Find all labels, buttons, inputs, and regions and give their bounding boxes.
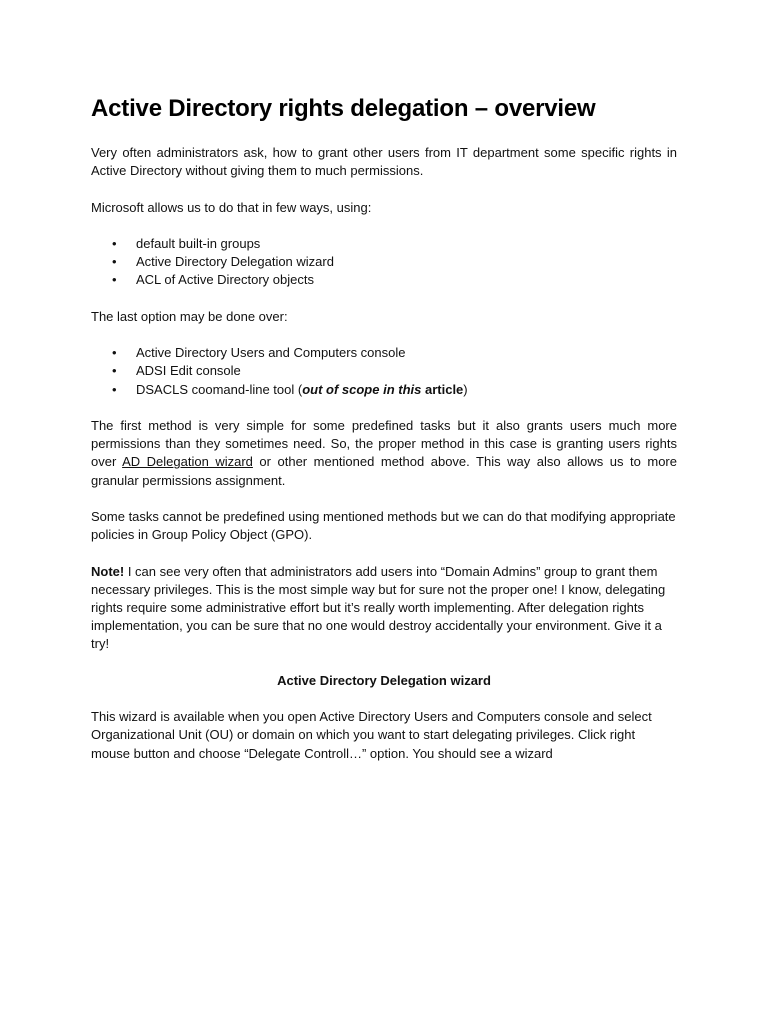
list-item <box>91 253 677 271</box>
bullet-icon: • <box>112 381 117 397</box>
bullet-icon: • <box>112 235 117 251</box>
scope-emphasis: out of scope in this <box>302 381 422 397</box>
intro-paragraph: Very often administrators ask, how to grant other users from IT department some specific rights in Active Directory without giving them to much permissions. <box>91 145 677 179</box>
list-item-text: ACL of Active Directory objects <box>136 272 314 288</box>
bullet-icon: • <box>112 254 117 270</box>
method-text-before: The first method is very simple for some predefined tasks but it also grants users much more permissions than they sometimes need. So, the proper method in this case is granting users rights over <box>91 417 677 470</box>
wizard-paragraph: This wizard is available when you open Active Directory Users and Computers console and select Organizational Unit (OU) or domain on which you want to start delegating privileges. Click right mouse button and choose “Delegate Controll…” option. You should see a wizard <box>91 709 652 761</box>
list-item <box>91 381 677 399</box>
list-item-text: ADSI Edit console <box>136 363 241 379</box>
list-item <box>91 344 677 362</box>
ways-list <box>91 235 677 290</box>
list-item <box>91 271 677 289</box>
article-bold: article <box>421 381 464 397</box>
list-item <box>91 235 677 253</box>
bullet-icon: • <box>112 272 117 288</box>
section-heading: Active Directory Delegation wizard <box>277 672 491 688</box>
note-text: I can see very often that administrators add users into “Domain Admins” group to grant them necessary privileges. This is the most simple way but for sure not the proper one! I know, delegating rights require some administrative effort but it’s really worth implementing. After delegation rights implementation, you can be sure that no one would destroy accidentally your environment. Give it a try! <box>91 563 666 652</box>
method-text-after: or other mentioned method above. This way also allows us to more granular permissions assignment. <box>91 454 677 488</box>
note-label: Note! <box>91 563 125 579</box>
bullet-icon: • <box>112 345 117 361</box>
note-paragraph <box>91 563 677 654</box>
list-item-text: Active Directory Users and Computers console <box>136 345 406 361</box>
bullet-icon: • <box>112 363 117 379</box>
gpo-paragraph: Some tasks cannot be predefined using mentioned methods but we can do that modifying appropriate policies in Group Policy Object (GPO). <box>91 508 676 543</box>
list-item-text-prefix: DSACLS coomand-line tool ( <box>136 381 303 397</box>
ad-delegation-wizard-link[interactable]: AD Delegation wizard <box>122 454 253 470</box>
last-options-list <box>91 344 677 399</box>
ways-intro-paragraph: Microsoft allows us to do that in few ways, using: <box>91 199 372 215</box>
document-title: Active Directory rights delegation – overview <box>91 95 596 122</box>
method-paragraph <box>91 417 677 490</box>
list-item-text: default built-in groups <box>136 235 261 251</box>
list-item-text: Active Directory Delegation wizard <box>136 254 334 270</box>
last-option-paragraph: The last option may be done over: <box>91 308 288 324</box>
list-item-text-suffix: ) <box>463 381 468 397</box>
document-page <box>91 92 677 781</box>
list-item <box>91 362 677 380</box>
